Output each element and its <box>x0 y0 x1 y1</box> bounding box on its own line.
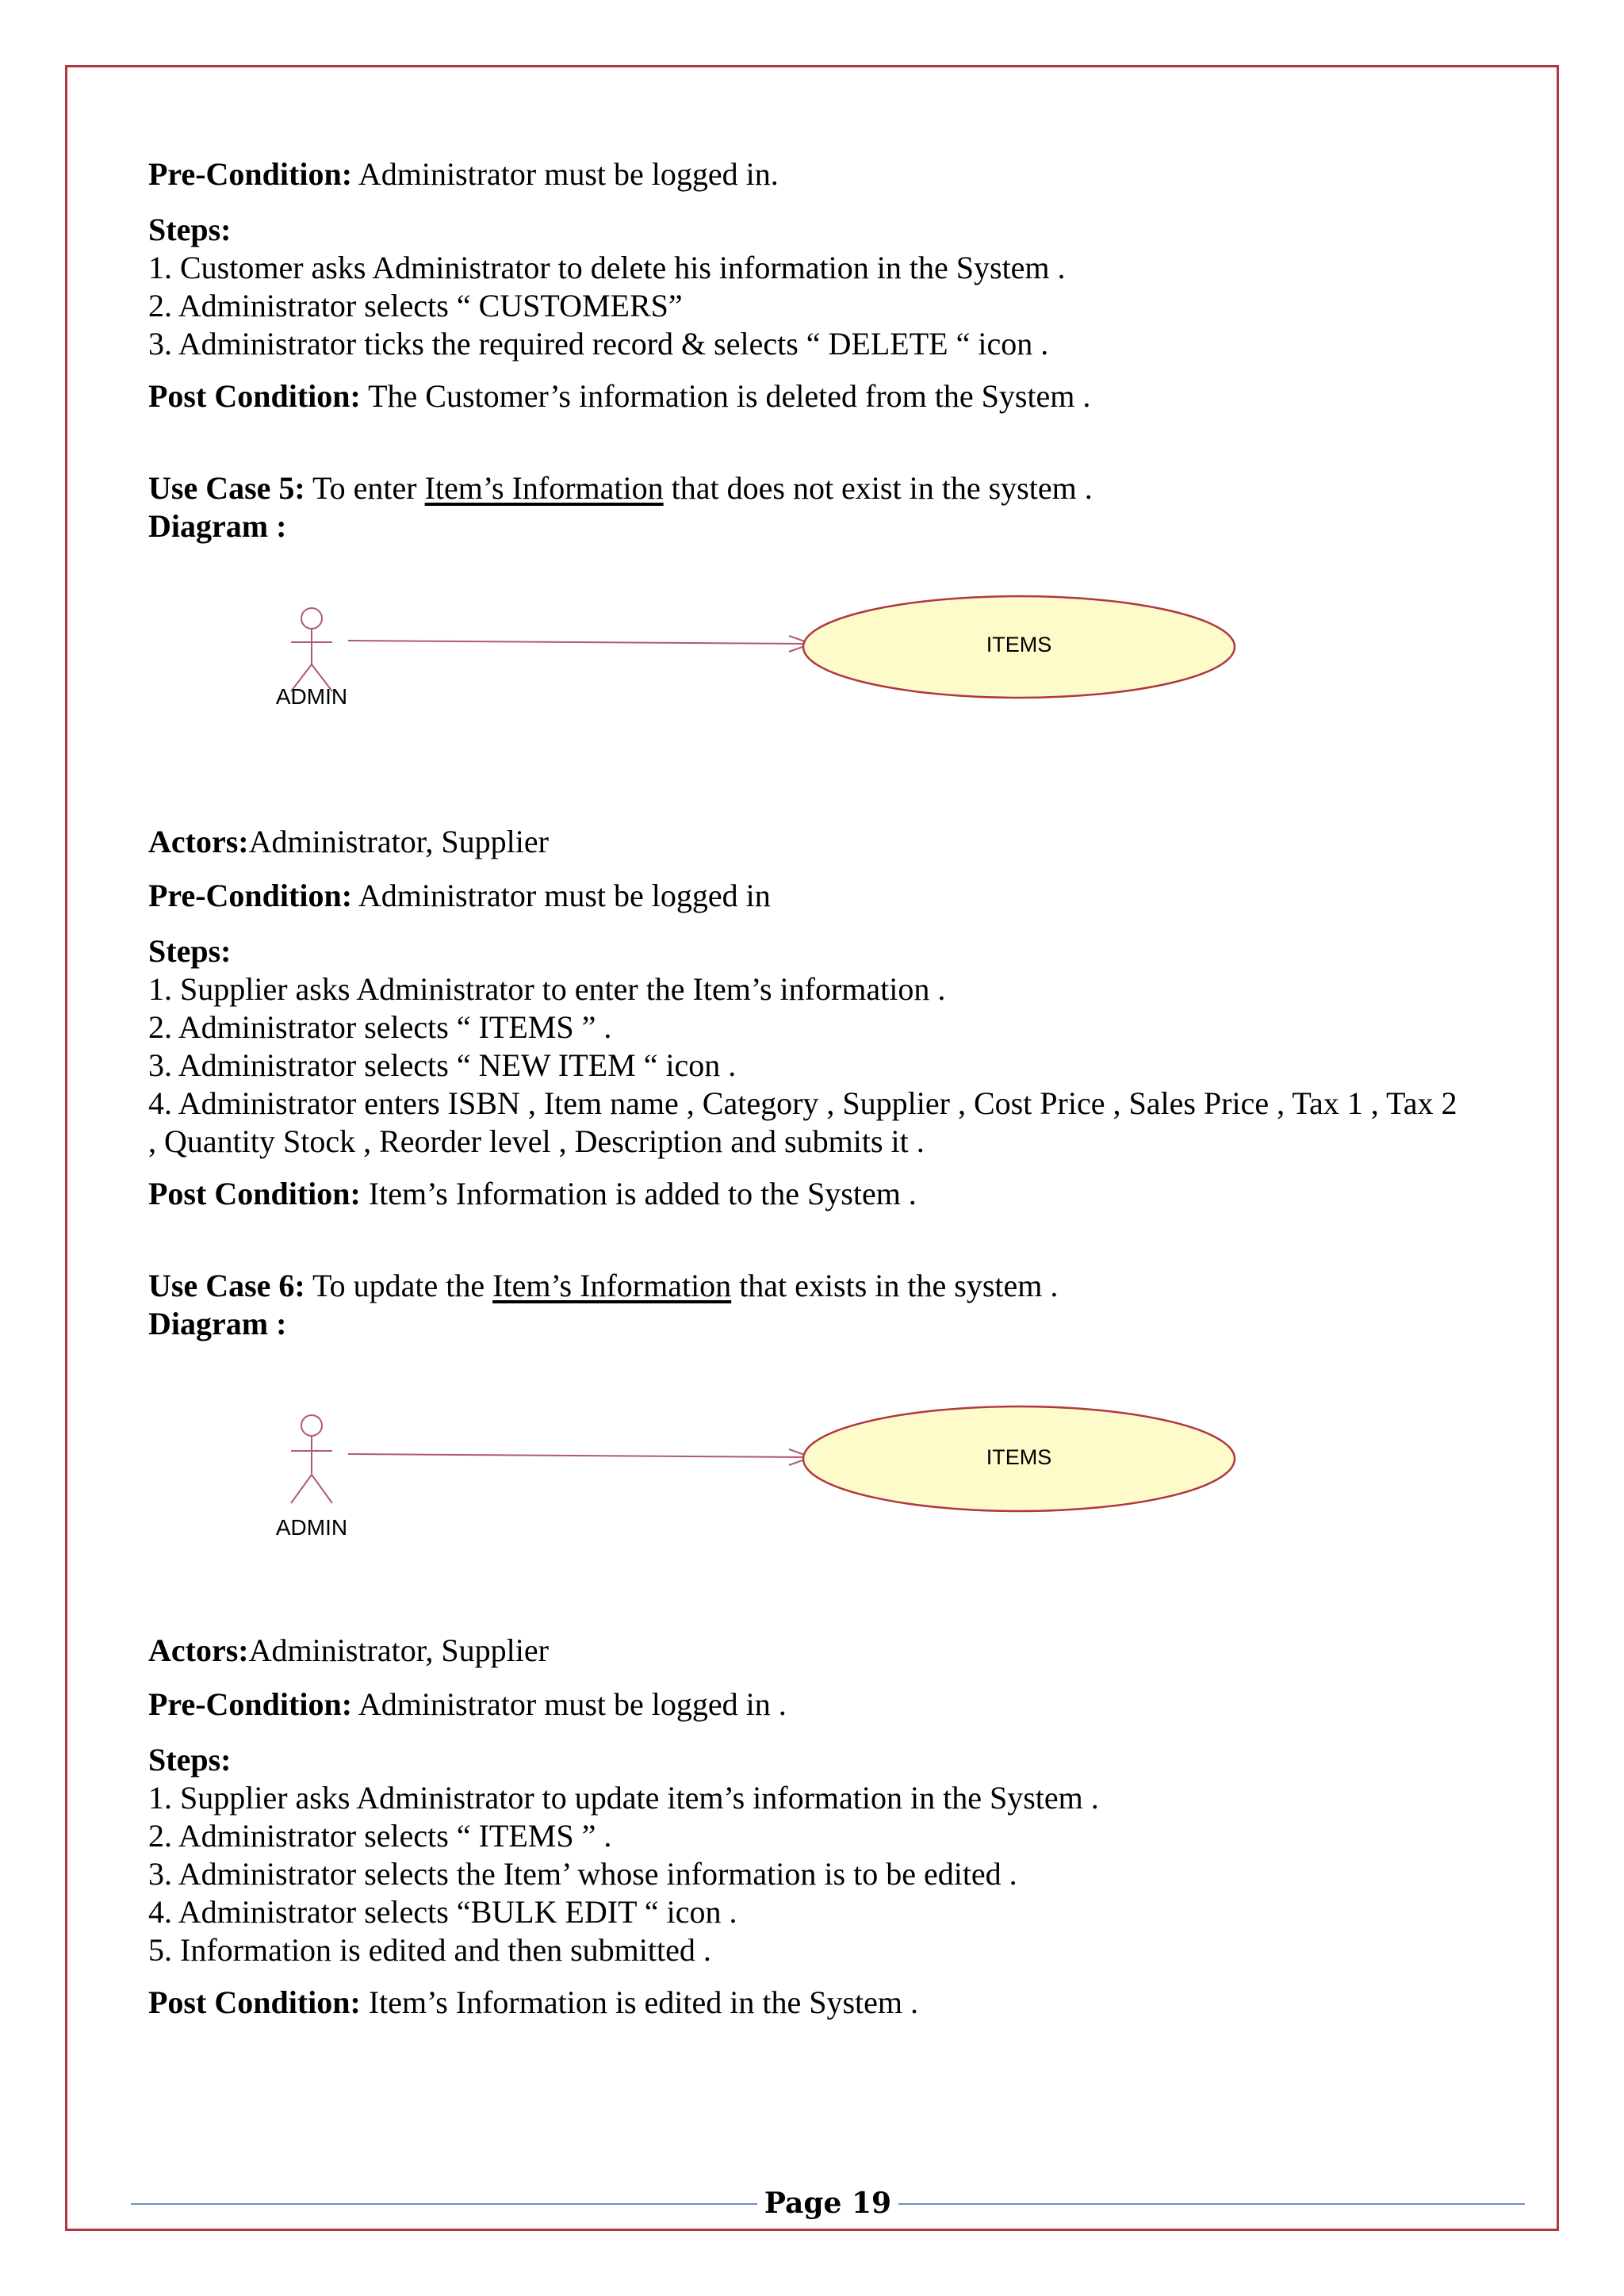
use-case-label: Use Case 6: <box>148 1268 305 1303</box>
use-case-subject: Item’s Information <box>424 470 664 506</box>
precondition-label: Pre-Condition: <box>148 1686 353 1722</box>
step-item: 2. Administrator selects “ ITEMS ” . <box>148 1009 612 1045</box>
use-case-text: that does not exist in the system . <box>663 470 1093 506</box>
step-item: 1. Customer asks Administrator to delete his information in the System . <box>148 250 1066 285</box>
steps-6 <box>148 1741 1099 1969</box>
actor-label: ADMIN <box>275 684 348 709</box>
precondition-5 <box>148 877 771 915</box>
precondition-label: Pre-Condition: <box>148 878 353 913</box>
diagram-label: Diagram : <box>148 1306 287 1341</box>
postcondition-top <box>148 377 1090 415</box>
actor-stick-figure-icon <box>291 608 332 691</box>
use-case-text: that exists in the system . <box>731 1268 1059 1303</box>
step-item: 5. Information is edited and then submitted . <box>148 1932 711 1968</box>
step-item: 4. Administrator selects “BULK EDIT “ icon . <box>148 1894 737 1930</box>
step-item: 3. Administrator ticks the required record & selects “ DELETE “ icon . <box>148 326 1049 362</box>
use-case-text: To update the <box>304 1268 493 1303</box>
step-item: 3. Administrator selects the Item’ whose information is to be edited . <box>148 1856 1017 1892</box>
page-footer <box>131 2183 1525 2224</box>
diagram-label: Diagram : <box>148 508 287 544</box>
step-item: 4. Administrator enters ISBN , Item name , Category , Supplier , Cost Price , Sales Price , Tax 1 , Tax 2 <box>148 1085 1457 1121</box>
actors-label: Actors: <box>148 1632 249 1668</box>
actor-label: ADMIN <box>275 1515 348 1540</box>
postcondition-5 <box>148 1175 917 1213</box>
steps-label: Steps: <box>148 1742 232 1777</box>
association-arrow <box>348 636 811 652</box>
steps-top <box>148 211 1066 363</box>
use-case-label: ITEMS <box>986 1445 1052 1469</box>
step-item: 2. Administrator selects “ ITEMS ” . <box>148 1818 612 1854</box>
use-case-6-heading <box>148 1267 1058 1343</box>
precondition-6 <box>148 1686 787 1724</box>
precondition-text: Administrator must be logged in. <box>352 156 779 192</box>
postcondition-text: Item’s Information is added to the System . <box>360 1176 917 1211</box>
postcondition-text: The Customer’s information is deleted from the System . <box>360 378 1091 414</box>
steps-label: Steps: <box>148 933 232 969</box>
precondition-label: Pre-Condition: <box>148 156 353 192</box>
use-case-text: To enter <box>304 470 425 506</box>
precondition-text: Administrator must be logged in <box>352 878 771 913</box>
postcondition-label: Post Condition: <box>148 1176 361 1211</box>
postcondition-6 <box>148 1984 918 2022</box>
postcondition-label: Post Condition: <box>148 378 361 414</box>
association-arrow <box>348 1449 811 1465</box>
step-item: 1. Supplier asks Administrator to enter the Item’s information . <box>148 971 946 1007</box>
actors-5 <box>148 823 549 861</box>
use-case-label: Use Case 5: <box>148 470 305 506</box>
use-case-6-diagram <box>148 1395 1274 1546</box>
use-case-5-diagram <box>148 587 1274 721</box>
step-item: 3. Administrator selects “ NEW ITEM “ icon . <box>148 1047 737 1083</box>
actors-6 <box>148 1632 549 1670</box>
steps-label: Steps: <box>148 212 232 247</box>
use-case-subject: Item’s Information <box>492 1268 732 1303</box>
postcondition-label: Post Condition: <box>148 1984 361 2020</box>
steps-5 <box>148 932 1457 1161</box>
use-case-label: ITEMS <box>986 633 1052 656</box>
actors-text: Administrator, Supplier <box>248 1632 549 1668</box>
precondition-text: Administrator must be logged in . <box>352 1686 787 1722</box>
page-number: Page 19 <box>764 2187 892 2220</box>
precondition-top <box>148 155 779 193</box>
actors-label: Actors: <box>148 824 249 859</box>
actor-stick-figure-icon <box>291 1415 332 1503</box>
step-item: 2. Administrator selects “ CUSTOMERS” <box>148 288 683 323</box>
step-item: , Quantity Stock , Reorder level , Description and submits it . <box>148 1123 925 1159</box>
step-item: 1. Supplier asks Administrator to update item’s information in the System . <box>148 1780 1099 1816</box>
postcondition-text: Item’s Information is edited in the System . <box>360 1984 919 2020</box>
use-case-5-heading <box>148 469 1093 545</box>
actors-text: Administrator, Supplier <box>248 824 549 859</box>
